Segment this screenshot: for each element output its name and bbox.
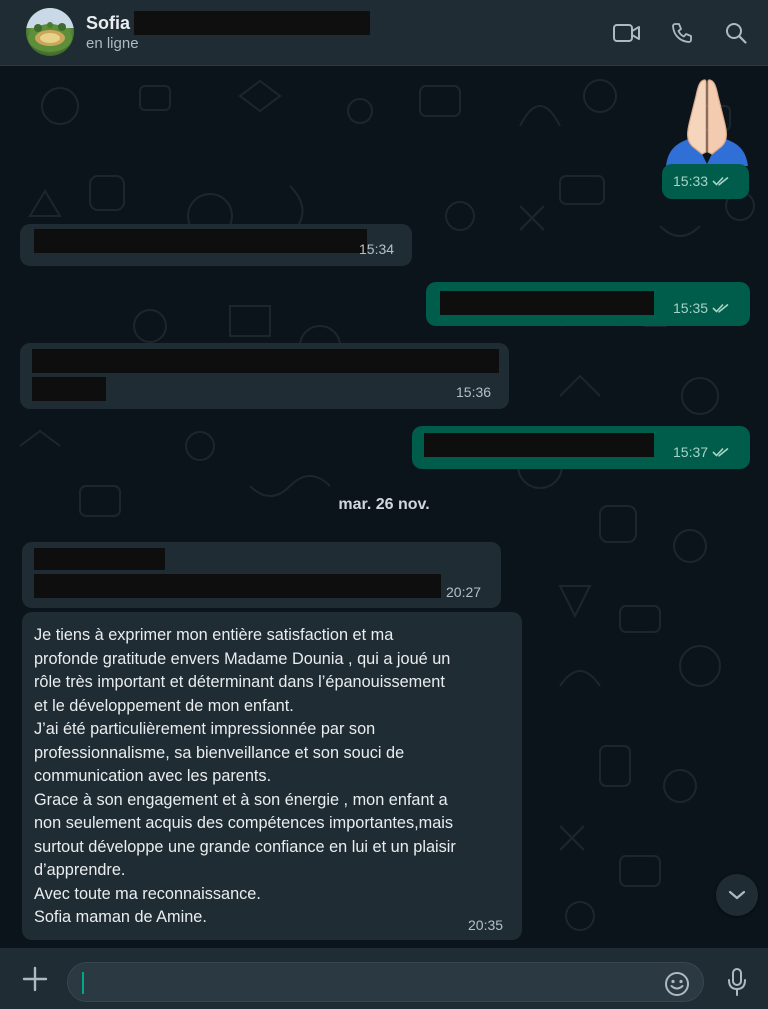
read-receipt-icon [712,175,730,187]
redacted-text [34,574,441,598]
name-redaction [134,11,370,35]
plus-icon [22,966,48,992]
emoji-button[interactable] [663,970,691,998]
text-caret [82,972,84,994]
attach-button[interactable] [18,962,52,996]
redacted-text [440,291,654,315]
redacted-text [34,229,367,253]
video-call-icon[interactable] [612,18,642,48]
message-time: 15:35 [673,300,709,316]
message-input-box[interactable] [67,962,704,1002]
avatar[interactable] [26,8,74,56]
read-receipt-icon [712,446,730,458]
incoming-message-testimonial[interactable] [22,612,522,940]
redacted-text [424,433,654,457]
avatar-image [26,8,74,56]
read-receipt-icon [712,302,730,314]
outgoing-message[interactable] [426,282,750,326]
incoming-message[interactable] [22,542,501,608]
redacted-text [32,349,499,373]
scroll-to-bottom-button[interactable] [716,874,758,916]
chat-header [0,0,768,66]
chevron-down-icon [728,889,746,901]
contact-name[interactable]: Sofia [86,13,131,33]
message-time: 15:34 [359,241,395,257]
message-input[interactable] [82,967,662,997]
pray-emoji [664,74,750,166]
message-text: Je tiens à exprimer mon entière satisfaction et ma profonde gratitude envers Madame Dounia , qui a joué un rôle très important et déterminant dans l’épanouissement et le développement de mon enfant. J’ai été particulièrement impressionnée par son professionnalisme, sa bienveillance et son souci de communication avec les parents. Grace à son engagement et à son énergie , mon enfant a non seulement acquis des compétences importantes,mais surtout développe une grande confiance en lui et un plaisir d’apprendre. Avec toute ma reconnaissance. Sofia maman de Amine. [34,626,456,926]
message-time: 20:35 [468,917,504,933]
message-time: 20:27 [446,584,482,600]
incoming-message[interactable] [20,224,412,266]
outgoing-message[interactable] [412,426,750,469]
date-separator: mar. 26 nov. [338,496,430,513]
microphone-icon [726,967,748,997]
contact-status: en ligne [86,35,139,52]
smiley-icon [664,971,690,997]
chat-area[interactable] [0,66,768,948]
message-time: 15:36 [456,384,492,400]
outgoing-message-meta[interactable] [662,164,749,199]
voice-message-button[interactable] [722,966,752,998]
search-icon[interactable] [721,18,751,48]
composer-bar [0,948,768,1009]
incoming-message[interactable] [20,343,509,409]
message-time: 15:33 [673,173,709,189]
voice-call-icon[interactable] [667,18,697,48]
redacted-text [32,377,106,401]
message-time: 15:37 [673,444,709,460]
redacted-text [34,548,165,570]
